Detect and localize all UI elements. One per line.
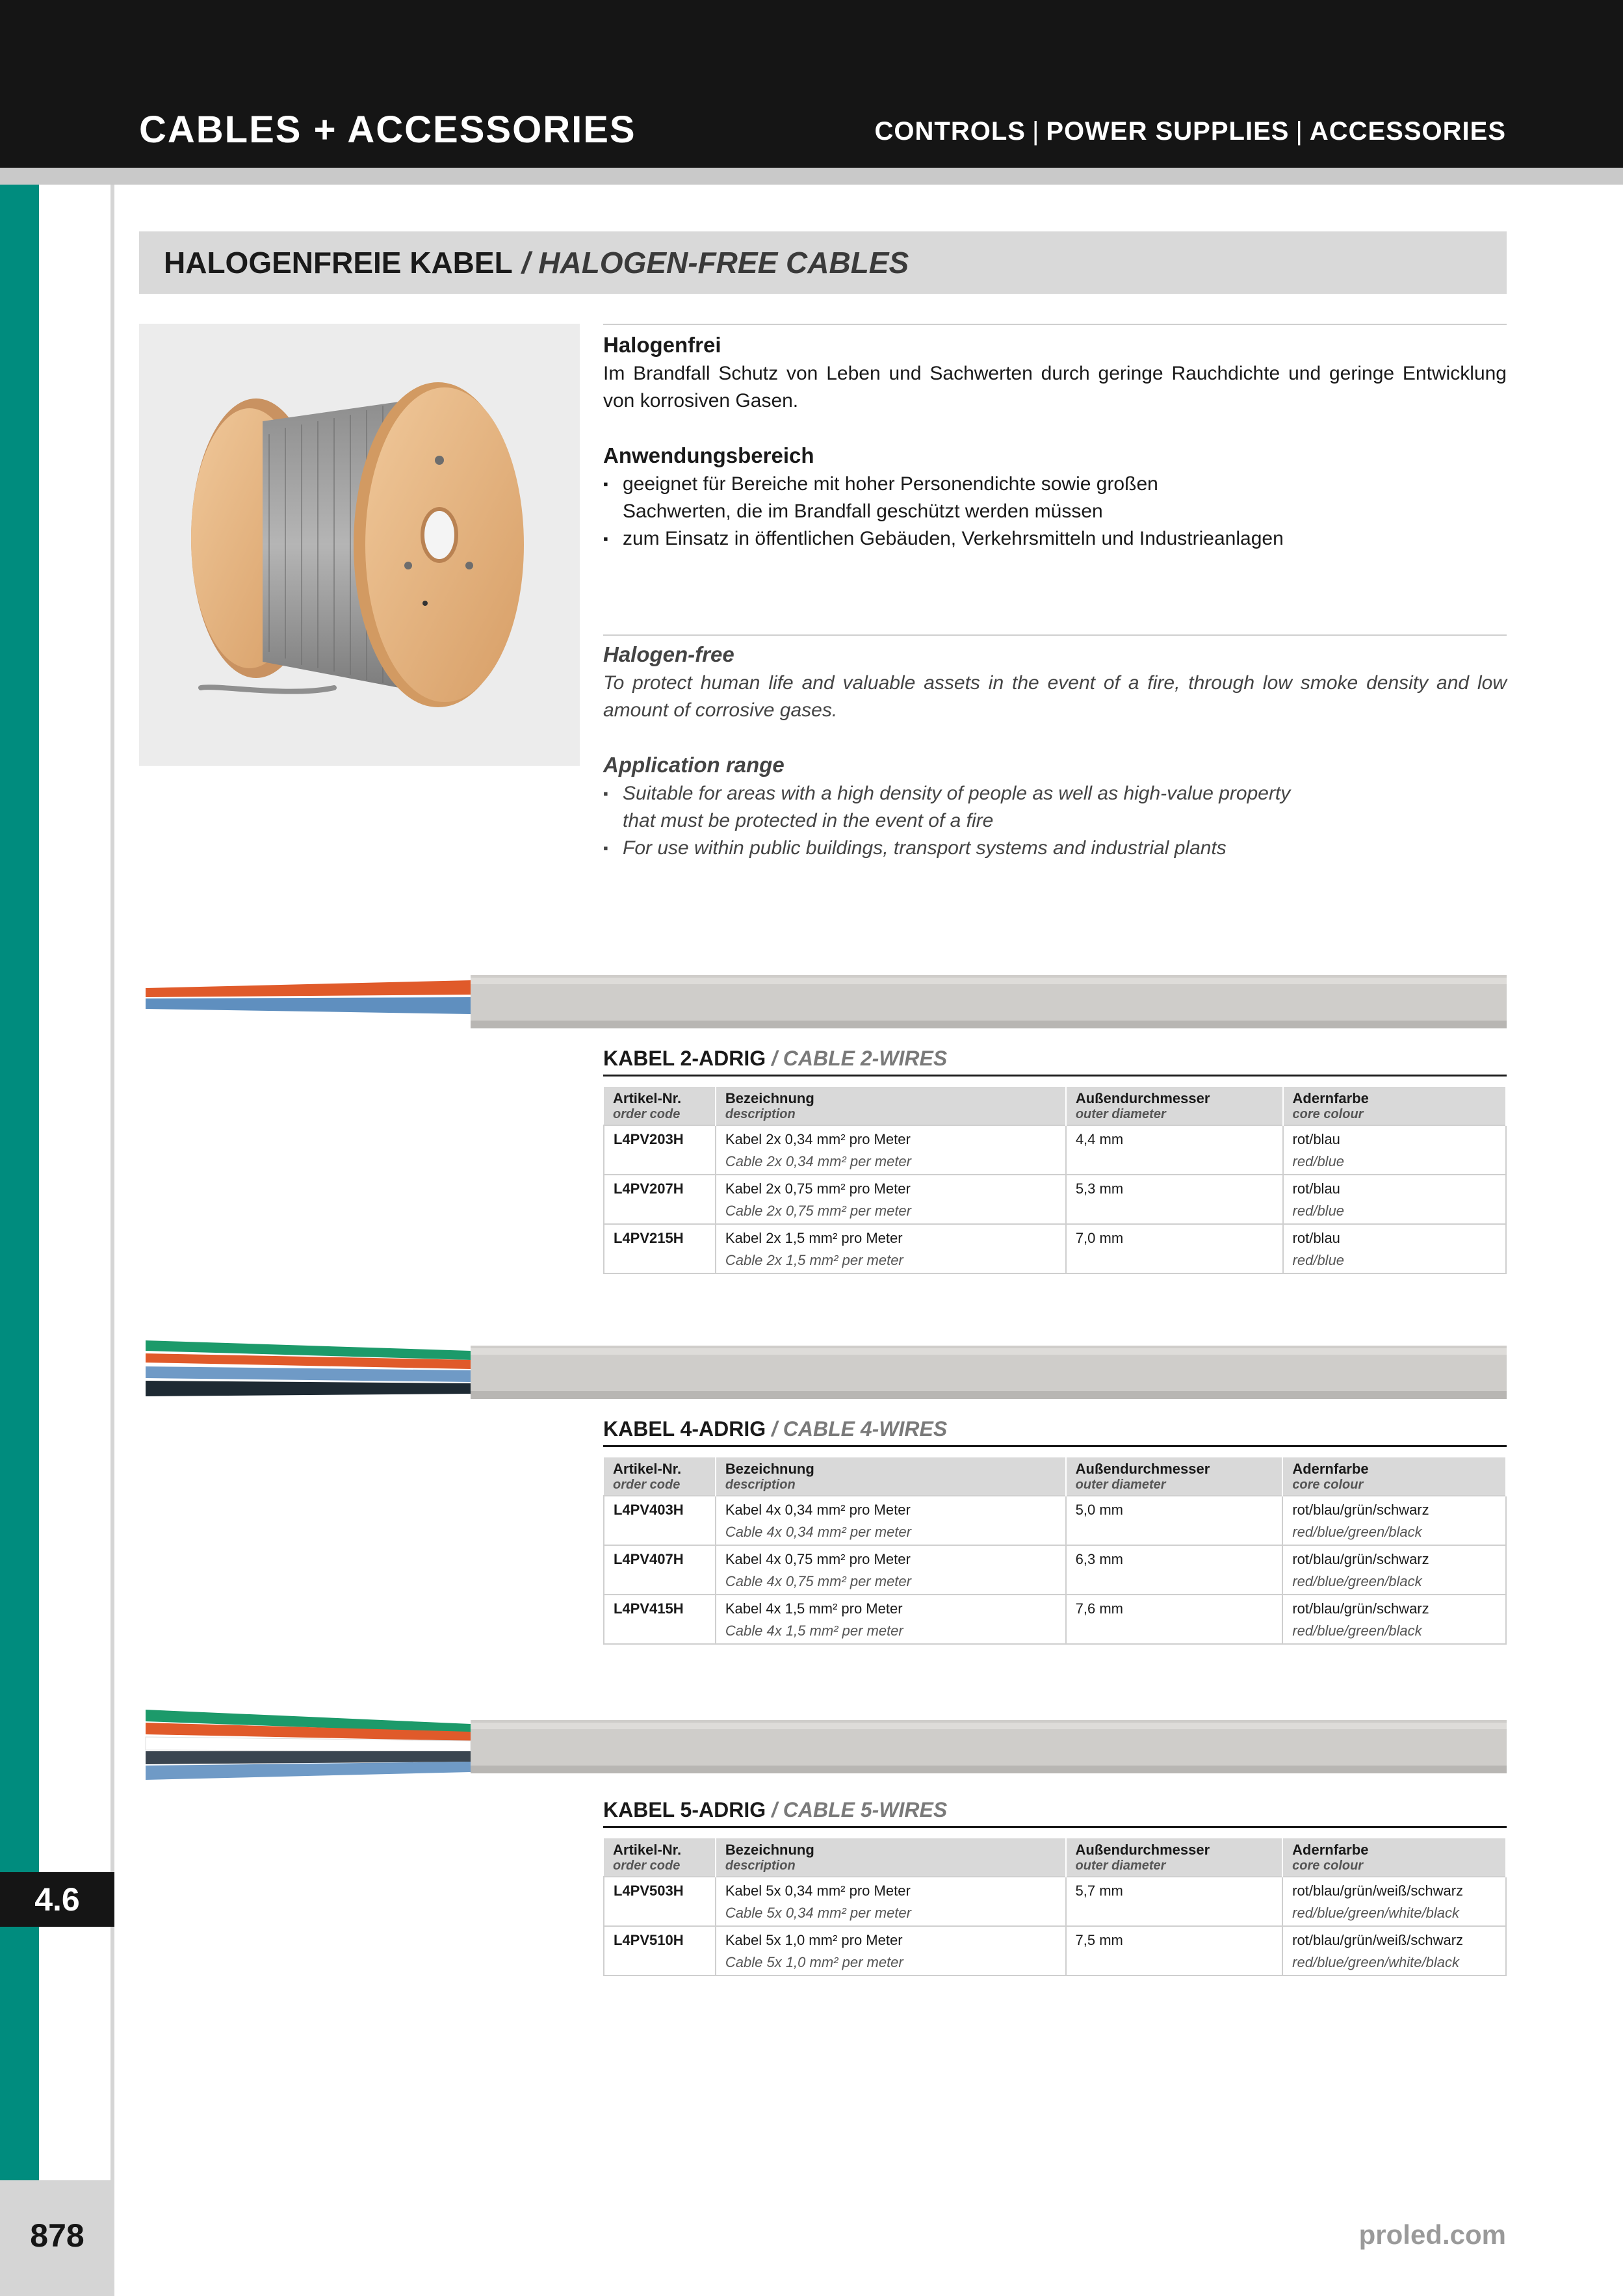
- outer-diameter: 7,5 mm: [1066, 1926, 1283, 1976]
- table-row: [604, 1224, 1506, 1273]
- cable-5-wires-image: [139, 1704, 1507, 1789]
- section-title-en: / HALOGEN-FREE CABLES: [521, 246, 909, 280]
- table-header-row: [604, 1457, 1506, 1496]
- col-description: Bezeichnung description: [716, 1087, 1066, 1125]
- col-core-colour: Adernfarbe core colour: [1282, 1838, 1506, 1877]
- table-title-2-wires: [603, 1047, 1507, 1076]
- table-title-de: KABEL 5-ADRIG: [603, 1798, 766, 1821]
- table-header-row: [604, 1087, 1506, 1125]
- table-header-row: [604, 1838, 1506, 1877]
- nav-separator: |: [1032, 117, 1040, 146]
- col-order-code: Artikel-Nr. order code: [604, 1457, 716, 1496]
- nav-separator: |: [1295, 117, 1303, 146]
- list-item: ▪ Suitable for areas with a high density of people as well as high-value property that must be protected in the event of a fire: [603, 780, 1299, 835]
- intro-english: [603, 641, 1507, 862]
- cable-2-wires-image: [139, 969, 1507, 1040]
- order-code: L4PV215H: [604, 1224, 716, 1273]
- core-colour: rot/blau/grün/schwarz red/blue/green/black: [1282, 1545, 1506, 1595]
- core-colour: rot/blau red/blue: [1283, 1125, 1506, 1175]
- table-row: [604, 1175, 1506, 1224]
- order-code: L4PV510H: [604, 1926, 716, 1976]
- col-core-colour: Adernfarbe core colour: [1283, 1087, 1506, 1125]
- list-item: ▪ For use within public buildings, transport systems and industrial plants: [603, 835, 1507, 862]
- table-row: [604, 1926, 1506, 1976]
- col-order-code: Artikel-Nr. order code: [604, 1087, 716, 1125]
- description: Kabel 4x 1,5 mm² pro Meter Cable 4x 1,5 mm² per meter: [716, 1595, 1066, 1644]
- list-item: ▪ geeignet für Bereiche mit hoher Personendichte sowie großen Sachwerten, die im Brandfall geschützt werden müssen: [603, 471, 1253, 525]
- heading-halogen-free: Halogen-free: [603, 642, 734, 666]
- outer-diameter: 7,6 mm: [1066, 1595, 1283, 1644]
- paragraph-halogenfrei: Im Brandfall Schutz von Leben und Sachwerten durch geringe Rauchdichte und geringe Entwicklung von korrosiven Gasen.: [603, 363, 1507, 411]
- header-divider: [0, 168, 1623, 185]
- intro-german: [603, 332, 1507, 553]
- col-outer-diameter: Außendurchmesser outer diameter: [1066, 1838, 1283, 1877]
- order-code: L4PV207H: [604, 1175, 716, 1224]
- description: Kabel 4x 0,34 mm² pro Meter Cable 4x 0,34 mm² per meter: [716, 1496, 1066, 1545]
- section-title-de: HALOGENFREIE KABEL: [164, 246, 513, 280]
- spec-table-5-wires: [603, 1838, 1507, 1976]
- table-title-en: / CABLE 5-WIRES: [771, 1798, 948, 1821]
- description: Kabel 5x 0,34 mm² pro Meter Cable 5x 0,34 mm² per meter: [716, 1877, 1066, 1926]
- table-row: [604, 1496, 1506, 1545]
- page-category-title: CABLES + ACCESSORIES: [139, 109, 636, 151]
- table-title-en: / CABLE 2-WIRES: [771, 1047, 948, 1070]
- order-code: L4PV403H: [604, 1496, 716, 1545]
- outer-diameter: 7,0 mm: [1066, 1224, 1283, 1273]
- outer-diameter: 5,7 mm: [1066, 1877, 1283, 1926]
- site-url[interactable]: proled.com: [1358, 2219, 1506, 2250]
- outer-diameter: 4,4 mm: [1066, 1125, 1283, 1175]
- core-colour: rot/blau red/blue: [1283, 1175, 1506, 1224]
- table-row: [604, 1595, 1506, 1644]
- divider: [603, 324, 1507, 325]
- table-row: [604, 1877, 1506, 1926]
- top-nav: [875, 117, 1506, 146]
- table-title-4-wires: [603, 1417, 1507, 1447]
- page-number: 878: [30, 2217, 84, 2254]
- nav-power-supplies[interactable]: POWER SUPPLIES: [1046, 117, 1290, 146]
- order-code: L4PV503H: [604, 1877, 716, 1926]
- paragraph-halogen-free: To protect human life and valuable assets in the event of a fire, through low smoke density and low amount of corrosive gases.: [603, 672, 1507, 721]
- col-description: Bezeichnung description: [716, 1838, 1066, 1877]
- nav-accessories[interactable]: ACCESSORIES: [1309, 117, 1506, 146]
- description: Kabel 5x 1,0 mm² pro Meter Cable 5x 1,0 mm² per meter: [716, 1926, 1066, 1976]
- core-colour: rot/blau/grün/weiß/schwarz red/blue/green/white/black: [1282, 1877, 1506, 1926]
- section-heading: [139, 231, 1507, 294]
- outer-diameter: 5,0 mm: [1066, 1496, 1283, 1545]
- table-row: [604, 1545, 1506, 1595]
- outer-diameter: 5,3 mm: [1066, 1175, 1283, 1224]
- cable-4-wires-image: [139, 1334, 1507, 1412]
- heading-application-range: Application range: [603, 753, 785, 777]
- core-colour: rot/blau/grün/schwarz red/blue/green/black: [1282, 1595, 1506, 1644]
- description: Kabel 2x 0,34 mm² pro Meter Cable 2x 0,34 mm² per meter: [716, 1125, 1066, 1175]
- order-code: L4PV203H: [604, 1125, 716, 1175]
- heading-halogenfrei: Halogenfrei: [603, 333, 721, 357]
- core-colour: rot/blau/grün/schwarz red/blue/green/black: [1282, 1496, 1506, 1545]
- order-code: L4PV407H: [604, 1545, 716, 1595]
- spec-table-4-wires: [603, 1457, 1507, 1645]
- table-title-5-wires: [603, 1798, 1507, 1828]
- core-colour: rot/blau/grün/weiß/schwarz red/blue/green/white/black: [1282, 1926, 1506, 1976]
- core-colour: rot/blau red/blue: [1283, 1224, 1506, 1273]
- cable-reel-image: [139, 324, 580, 766]
- table-title-de: KABEL 4-ADRIG: [603, 1417, 766, 1441]
- table-title-de: KABEL 2-ADRIG: [603, 1047, 766, 1070]
- description: Kabel 2x 1,5 mm² pro Meter Cable 2x 1,5 mm² per meter: [716, 1224, 1066, 1273]
- col-outer-diameter: Außendurchmesser outer diameter: [1066, 1087, 1283, 1125]
- nav-controls[interactable]: CONTROLS: [874, 117, 1026, 146]
- bullet-list-de: [603, 471, 1507, 553]
- col-outer-diameter: Außendurchmesser outer diameter: [1066, 1457, 1283, 1496]
- table-row: [604, 1125, 1506, 1175]
- col-order-code: Artikel-Nr. order code: [604, 1838, 716, 1877]
- table-title-en: / CABLE 4-WIRES: [771, 1417, 948, 1441]
- description: Kabel 4x 0,75 mm² pro Meter Cable 4x 0,75 mm² per meter: [716, 1545, 1066, 1595]
- col-description: Bezeichnung description: [716, 1457, 1066, 1496]
- bullet-list-en: [603, 780, 1507, 862]
- chapter-tab: 4.6: [0, 1872, 114, 1927]
- heading-anwendungsbereich: Anwendungsbereich: [603, 443, 814, 467]
- spec-table-2-wires: [603, 1087, 1507, 1274]
- list-item: ▪ zum Einsatz in öffentlichen Gebäuden, Verkehrsmitteln und Industrieanlagen: [603, 525, 1507, 553]
- outer-diameter: 6,3 mm: [1066, 1545, 1283, 1595]
- order-code: L4PV415H: [604, 1595, 716, 1644]
- col-core-colour: Adernfarbe core colour: [1282, 1457, 1506, 1496]
- description: Kabel 2x 0,75 mm² pro Meter Cable 2x 0,75 mm² per meter: [716, 1175, 1066, 1224]
- divider: [603, 634, 1507, 636]
